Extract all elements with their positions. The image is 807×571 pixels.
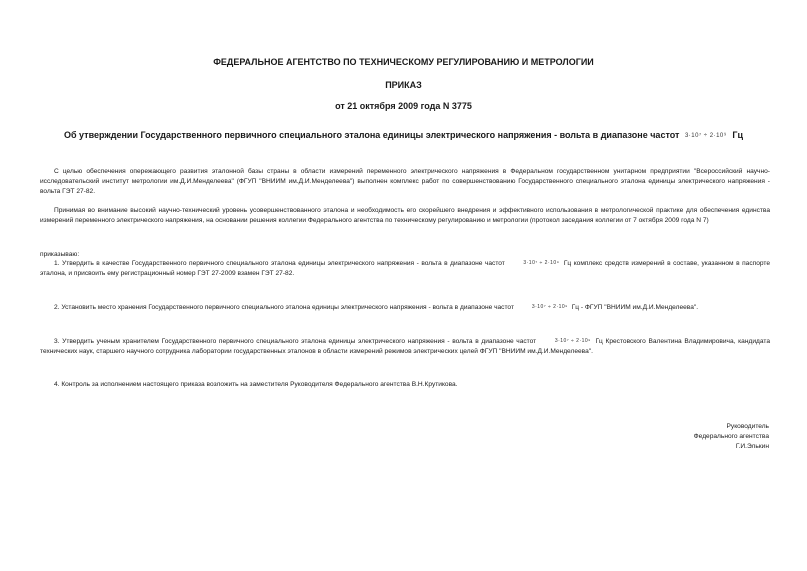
item-3-formula: 3·10⁷ ÷ 2·10⁹: [554, 338, 591, 344]
signature-name: Г.И.Элькин: [735, 443, 769, 450]
title-formula: 3·10⁷ ÷ 2·10⁹: [684, 132, 727, 139]
item-3-text: 3. Утвердить ученым хранителем Государственного первичного специального эталона единицы электрического напряжения - вольта в диапазоне частот: [54, 337, 537, 345]
item-3-text-end: Гц Крестовского Валентина Владимировича, кандидата технических наук, старшего научного сотрудника лаборатории государственных эталонов в области измерений режимов электрических целей ФГУП "ВНИИМ им.Д.И.Менделеева".: [40, 337, 770, 355]
paragraph-considering: Принимая во внимание высокий научно-технический уровень усовершенствованного эталона и необходимость его скорейшего внедрения и эффективного использования в метрологической практике для обеспечения единства измерений переменного электрического напряжения, на основании решения коллегии Федерального агентства по техническому регулированию и метрологии (протокол заседания коллегии от 7 октября 2009 года N 7): [40, 207, 770, 224]
paragraph-order-word: приказываю:: [40, 251, 80, 258]
title-text: Об утверждении Государственного первичного специального эталона единицы электрического напряжения - вольта в диапазоне частот: [64, 130, 680, 140]
document-title: [0, 130, 807, 140]
order-item-2: [40, 302, 770, 313]
signature-organization: Федерального агентства: [693, 433, 769, 440]
title-unit: Гц: [732, 130, 743, 140]
paragraph-purpose: С целью обеспечения опережающего развития эталонной базы страны в области измерений переменного электрического напряжения в Федеральном государственном унитарном предприятии "Всероссийский научно-исследовательский институт метрологии им.Д.И.Менделеева" (ФГУП "ВНИИМ им.Д.И.Менделеева") выполнен комплекс работ по совершенствованию Государственного специального эталона единицы электрического напряжения - вольта ГЭТ 27-82.: [40, 168, 770, 195]
item-2-text: 2. Установить место хранения Государственного первичного специального эталона единицы электрического напряжения - вольта в диапазоне частот: [54, 303, 514, 311]
item-2-text-end: Гц - ФГУП "ВНИИМ им.Д.И.Менделеева".: [571, 303, 699, 311]
agency-heading: ФЕДЕРАЛЬНОЕ АГЕНТСТВО ПО ТЕХНИЧЕСКОМУ РЕГУЛИРОВАНИЮ И МЕТРОЛОГИИ: [213, 57, 594, 67]
signature-position: Руководитель: [726, 423, 769, 430]
item-2-formula: 3·10⁷ ÷ 2·10⁹: [531, 304, 568, 310]
order-item-1: [40, 258, 770, 279]
order-item-3: [40, 336, 770, 357]
item-1-text-end: Гц комплекс средств измерений в составе, указанном в паспорте эталона, и присвоить ему регистрационный номер ГЭТ 27-2009 взамен ГЭТ 27-82.: [40, 259, 770, 277]
signature-block: [694, 422, 769, 452]
order-date: от 21 октября 2009 года N 3775: [335, 101, 472, 111]
item-1-text: 1. Утвердить в качестве Государственного первичного специального эталона единицы электрического напряжения - вольта в диапазоне частот: [54, 259, 505, 267]
order-heading: ПРИКАЗ: [385, 80, 422, 90]
order-item-4: 4. Контроль за исполнением настоящего приказа возложить на заместителя Руководителя Федерального агентства В.Н.Крутикова.: [54, 381, 458, 388]
item-1-formula: 3·10⁷ ÷ 2·10⁹: [523, 260, 560, 266]
